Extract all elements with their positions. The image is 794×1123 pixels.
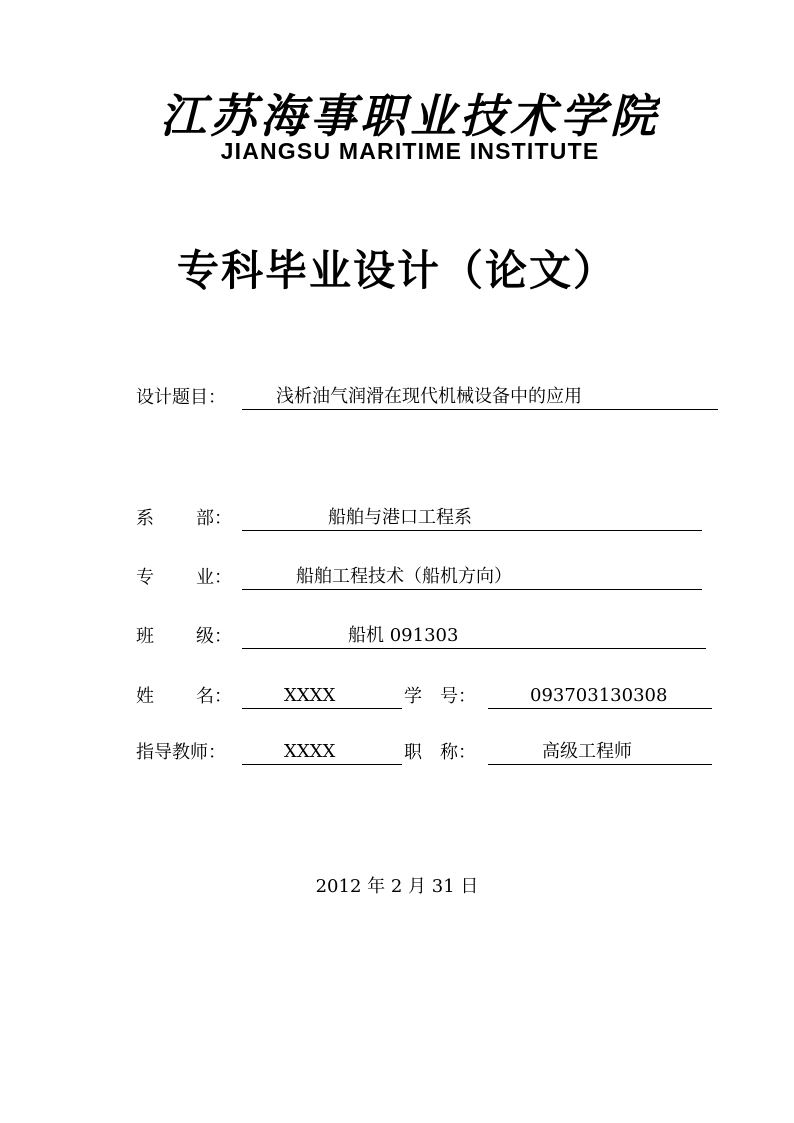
student-id-field	[488, 684, 712, 709]
advisor-value: XXXX	[284, 741, 336, 762]
major-value: 船舶工程技术（船机方向）	[296, 566, 512, 587]
student-id-label: 学 号：	[404, 686, 476, 707]
topic-field	[242, 385, 718, 410]
department-label: 系 部：	[136, 508, 232, 529]
advisor-field	[242, 740, 402, 765]
name-value: XXXX	[284, 685, 336, 706]
advisor-title-field	[488, 740, 712, 765]
school-name-en: JIANGSU MARITIME INSTITUTE	[220, 138, 600, 164]
student-id-value: 093703130308	[530, 685, 668, 706]
major-field	[242, 565, 702, 590]
submission-date: 2012 年 2 月 31 日	[315, 876, 479, 897]
major-label: 专 业：	[136, 567, 232, 588]
document-title: 专科毕业设计（论文）	[176, 246, 617, 295]
advisor-label: 指导教师：	[136, 742, 226, 763]
department-field	[242, 506, 702, 531]
department-value: 船舶与港口工程系	[328, 507, 472, 528]
advisor-title-label: 职 称：	[404, 742, 476, 763]
class-label: 班 级：	[136, 626, 232, 647]
class-field	[242, 624, 706, 649]
name-label: 姓 名：	[136, 686, 232, 707]
school-logo-calligraphy	[160, 86, 660, 142]
school-name-cn: 江苏海事职业技术学院	[160, 89, 660, 142]
advisor-title-value: 高级工程师	[542, 741, 632, 762]
topic-label: 设计题目：	[136, 387, 226, 408]
topic-value: 浅析油气润滑在现代机械设备中的应用	[276, 386, 582, 407]
class-value: 船机 091303	[348, 625, 459, 646]
name-field	[242, 684, 402, 709]
